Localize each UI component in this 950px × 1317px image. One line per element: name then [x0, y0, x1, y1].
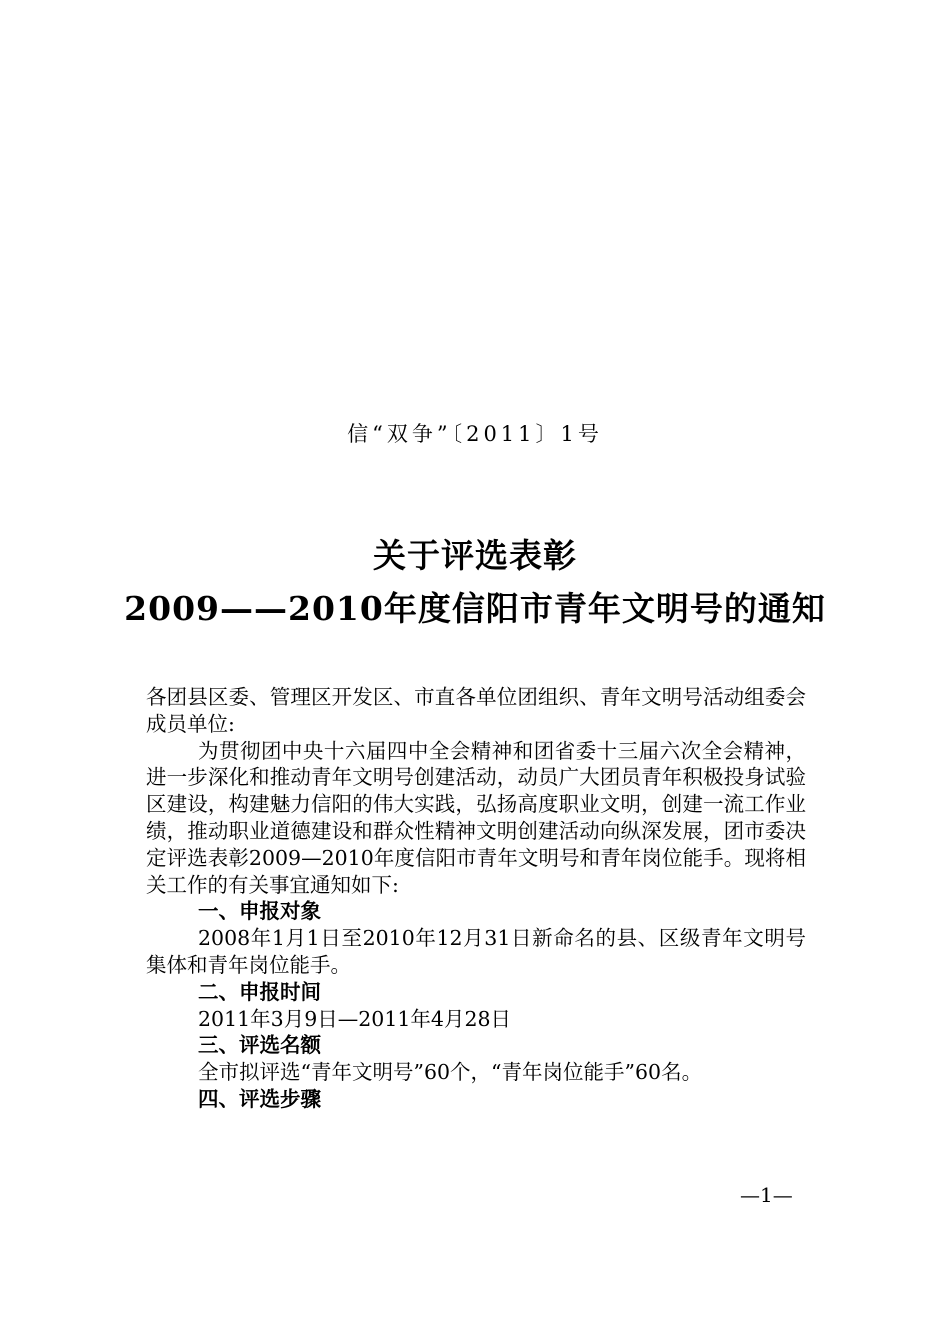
intro-paragraph: 为贯彻团中央十六届四中全会精神和团省委十三届六次全会精神，进一步深化和推动青年文明号创建活动，动员广大团员青年积极投身试验区建设，构建魅力信阳的伟大实践，弘扬高度职业文明，创建一流工作业绩，推动职业道德建设和群众性精神文明创建活动向纵深发展，团市委决定评选表彰2009—2010年度信阳市青年文明号和青年岗位能手。现将相关工作的有关事宜通知如下:	[146, 738, 806, 897]
document-body	[146, 684, 806, 1113]
document-number: 信“双争”〔2011〕1号	[347, 422, 603, 446]
title-line-2: 2009——2010年度信阳市青年文明号的通知	[124, 589, 826, 628]
section-heading-4: 四、评选步骤	[198, 1086, 321, 1111]
section-heading-2: 二、申报时间	[198, 979, 321, 1004]
section-heading-1: 一、申报对象	[198, 899, 321, 924]
title-line-1: 关于评选表彰	[373, 536, 577, 575]
section-heading-3: 三、评选名额	[198, 1033, 321, 1058]
section-text-2: 2011年3月9日—2011年4月28日	[198, 1006, 512, 1031]
section-text-3: 全市拟评选“青年文明号”60个，“青年岗位能手”60名。	[198, 1060, 703, 1085]
section-text-1: 2008年1月1日至2010年12月31日新命名的县、区级青年文明号集体和青年岗位能手。	[146, 926, 806, 977]
addressee: 各团县区委、管理区开发区、市直各单位团组织、青年文明号活动组委会成员单位:	[146, 685, 806, 736]
page-number: —1—	[740, 1183, 793, 1207]
